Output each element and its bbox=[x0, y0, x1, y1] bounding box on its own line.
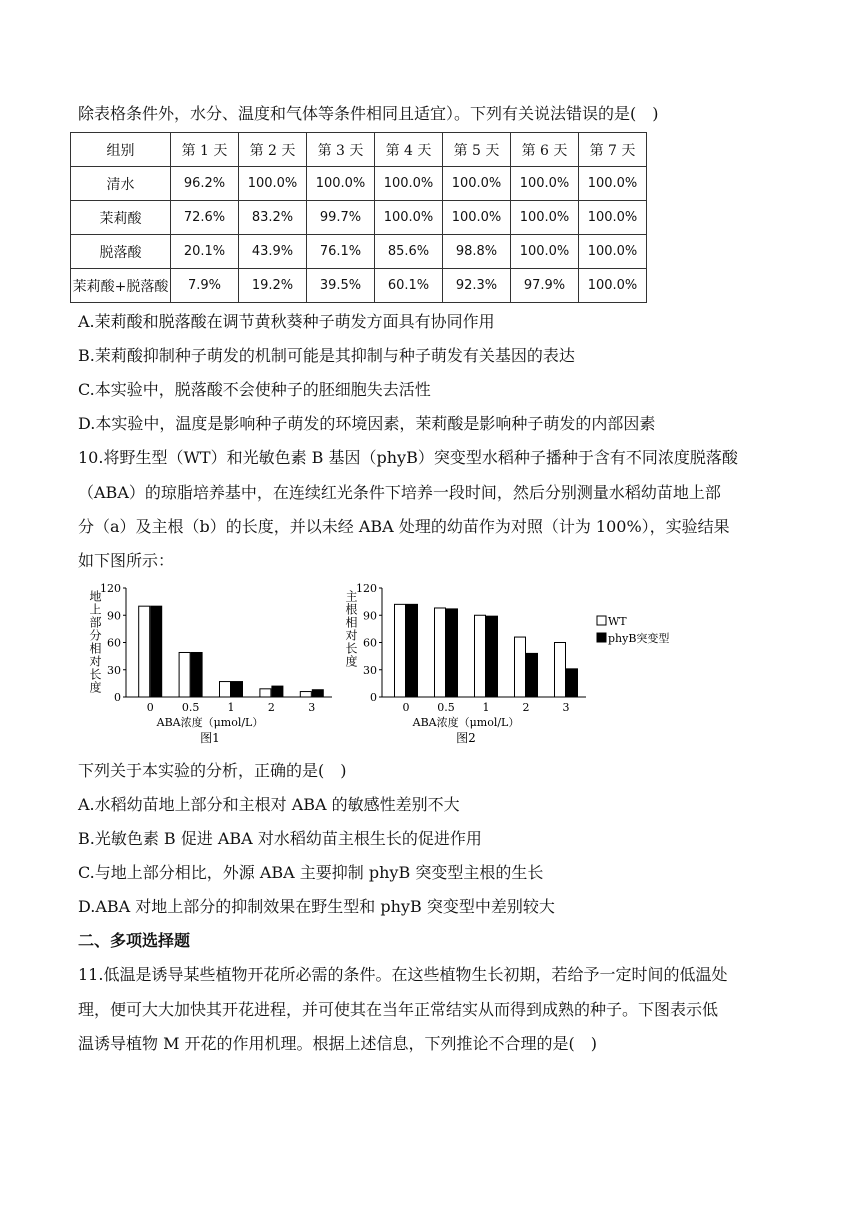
x-tick-label: 3 bbox=[308, 701, 316, 714]
table-cell: 100.0% bbox=[511, 235, 579, 269]
bar-phyb bbox=[407, 604, 418, 697]
table-cell: 茉莉酸 bbox=[71, 201, 171, 235]
q11-stem-line: 理，便可大大加快其开花进程，并可使其在当年正常结实从而得到成熟的种子。下图表示低 bbox=[78, 1000, 719, 1019]
table-cell: 脱落酸 bbox=[71, 235, 171, 269]
table-cell: 92.3% bbox=[443, 269, 511, 303]
bar-wt bbox=[179, 652, 190, 697]
table-cell: 39.5% bbox=[307, 269, 375, 303]
table-cell: 茉莉酸+脱落酸 bbox=[71, 269, 171, 303]
table-header-cell: 第 7 天 bbox=[579, 133, 647, 167]
y-axis-label: 主根相对长度 bbox=[344, 590, 358, 668]
x-axis-label: ABA浓度（μmol/L） bbox=[412, 716, 520, 729]
x-tick-label: 3 bbox=[562, 701, 570, 714]
q9-option-d: D.本实验中，温度是影响种子萌发的环境因素，茉莉酸是影响种子萌发的内部因素 bbox=[78, 414, 656, 433]
legend-label-wt: WT bbox=[608, 615, 627, 628]
bar-wt bbox=[300, 692, 311, 697]
bar-wt bbox=[435, 608, 446, 697]
legend-label-phyb: phyB突变型 bbox=[608, 632, 670, 645]
bar-wt bbox=[260, 689, 271, 697]
table-header-cell: 组别 bbox=[71, 133, 171, 167]
x-tick-label: 2 bbox=[522, 701, 530, 714]
table-cell: 83.2% bbox=[239, 201, 307, 235]
table-cell: 100.0% bbox=[511, 167, 579, 201]
y-tick-label: 0 bbox=[370, 691, 377, 704]
x-tick-label: 1 bbox=[482, 701, 490, 714]
table-header-cell: 第 6 天 bbox=[511, 133, 579, 167]
table-header-cell: 第 3 天 bbox=[307, 133, 375, 167]
x-tick-label: 2 bbox=[267, 701, 275, 714]
table-header-row bbox=[71, 133, 647, 167]
table-cell: 7.9% bbox=[171, 269, 239, 303]
table-cell: 100.0% bbox=[239, 167, 307, 201]
bar-phyb bbox=[151, 606, 162, 697]
q9-option-a: A.茉莉酸和脱落酸在调节黄秋葵种子萌发方面具有协同作用 bbox=[78, 312, 495, 331]
y-tick-label: 60 bbox=[363, 636, 377, 650]
table-header-cell: 第 2 天 bbox=[239, 133, 307, 167]
table-cell: 85.6% bbox=[375, 235, 443, 269]
chart-caption: 图1 bbox=[200, 731, 220, 745]
bar-wt bbox=[139, 606, 150, 697]
q9-option-b: B.茉莉酸抑制种子萌发的机制可能是其抑制与种子萌发有关基因的表达 bbox=[78, 346, 575, 365]
table-cell: 100.0% bbox=[443, 167, 511, 201]
q10-option-a: A.水稻幼苗地上部分和主根对 ABA 的敏感性差别不大 bbox=[78, 795, 460, 814]
bar-phyb bbox=[487, 616, 498, 697]
legend-swatch-wt bbox=[597, 616, 606, 625]
bar-phyb bbox=[567, 669, 578, 697]
table-cell: 20.1% bbox=[171, 235, 239, 269]
table-cell: 100.0% bbox=[307, 167, 375, 201]
table-row bbox=[71, 235, 647, 269]
x-axis-label: ABA浓度（μmol/L） bbox=[156, 716, 264, 729]
y-axis-label: 地上部分相对长度 bbox=[88, 590, 102, 694]
table-row bbox=[71, 269, 647, 303]
chart-caption: 图2 bbox=[456, 731, 476, 745]
bar-phyb bbox=[191, 652, 202, 697]
y-tick-label: 90 bbox=[363, 609, 377, 623]
y-tick-label: 30 bbox=[107, 663, 121, 677]
q11-stem-line: 温诱导植物 M 开花的作用机理。根据上述信息，下列推论不合理的是( ) bbox=[78, 1034, 598, 1053]
q10-stem-line: 10.将野生型（WT）和光敏色素 B 基因（phyB）突变型水稻种子播种于含有不同浓度脱落酸 bbox=[78, 448, 738, 467]
y-tick-label: 120 bbox=[100, 582, 121, 595]
table-cell: 98.8% bbox=[443, 235, 511, 269]
q10-stem-line: （ABA）的琼脂培养基中，在连续红光条件下培养一段时间，然后分别测量水稻幼苗地上部 bbox=[78, 483, 721, 502]
table-cell: 72.6% bbox=[171, 201, 239, 235]
table-cell: 100.0% bbox=[375, 167, 443, 201]
table-cell: 43.9% bbox=[239, 235, 307, 269]
bar-wt bbox=[395, 604, 406, 697]
y-tick-label: 120 bbox=[356, 582, 377, 595]
table-cell: 100.0% bbox=[579, 201, 647, 235]
q10-option-b: B.光敏色素 B 促进 ABA 对水稻幼苗主根生长的促进作用 bbox=[78, 829, 482, 848]
table-cell: 100.0% bbox=[511, 201, 579, 235]
table-cell: 100.0% bbox=[375, 201, 443, 235]
x-tick-label: 0 bbox=[146, 701, 154, 714]
q10-prompt: 下列关于本实验的分析，正确的是( ) bbox=[78, 761, 347, 780]
q10-option-c: C.与地上部分相比，外源 ABA 主要抑制 phyB 突变型主根的生长 bbox=[78, 863, 544, 882]
bar-phyb bbox=[272, 686, 283, 697]
table-cell: 96.2% bbox=[171, 167, 239, 201]
x-tick-label: 0 bbox=[402, 701, 410, 714]
table-header-cell: 第 1 天 bbox=[171, 133, 239, 167]
table-cell: 100.0% bbox=[579, 235, 647, 269]
question-intro: 除表格条件外，水分、温度和气体等条件相同且适宜）。下列有关说法错误的是( ) bbox=[78, 104, 659, 123]
table-row bbox=[71, 201, 647, 235]
table-cell: 60.1% bbox=[375, 269, 443, 303]
table-row bbox=[71, 167, 647, 201]
bar-wt bbox=[475, 615, 486, 697]
y-tick-label: 0 bbox=[114, 691, 121, 704]
aba-bar-charts bbox=[0, 570, 860, 760]
table-cell: 100.0% bbox=[579, 167, 647, 201]
germination-table bbox=[70, 132, 647, 303]
bar-phyb bbox=[527, 653, 538, 697]
table-cell: 19.2% bbox=[239, 269, 307, 303]
bar-phyb bbox=[232, 682, 243, 697]
x-tick-label: 1 bbox=[227, 701, 235, 714]
x-tick-label: 0.5 bbox=[181, 701, 200, 714]
bar-wt bbox=[555, 643, 566, 698]
legend-swatch-phyb bbox=[597, 633, 606, 642]
y-tick-label: 30 bbox=[363, 663, 377, 677]
bar-phyb bbox=[447, 609, 458, 697]
q11-stem-line: 11.低温是诱导某些植物开花所必需的条件。在这些植物生长初期，若给予一定时间的低温处 bbox=[78, 965, 728, 984]
bar-phyb bbox=[312, 690, 323, 697]
q10-option-d: D.ABA 对地上部分的抑制效果在野生型和 phyB 突变型中差别较大 bbox=[78, 897, 555, 916]
table-cell: 100.0% bbox=[443, 201, 511, 235]
q9-option-c: C.本实验中，脱落酸不会使种子的胚细胞失去活性 bbox=[78, 380, 431, 399]
q10-stem-line: 分（a）及主根（b）的长度，并以未经 ABA 处理的幼苗作为对照（计为 100%），实验结果 bbox=[78, 517, 730, 536]
bar-wt bbox=[515, 637, 526, 697]
table-cell: 97.9% bbox=[511, 269, 579, 303]
y-tick-label: 60 bbox=[107, 636, 121, 650]
q10-stem-line: 如下图所示： bbox=[78, 551, 175, 570]
x-tick-label: 0.5 bbox=[437, 701, 455, 714]
table-header-cell: 第 4 天 bbox=[375, 133, 443, 167]
bar-wt bbox=[220, 682, 231, 697]
table-cell: 76.1% bbox=[307, 235, 375, 269]
y-tick-label: 90 bbox=[107, 609, 121, 623]
table-header-cell: 第 5 天 bbox=[443, 133, 511, 167]
table-cell: 100.0% bbox=[579, 269, 647, 303]
section-heading: 二、多项选择题 bbox=[78, 931, 191, 950]
table-cell: 清水 bbox=[71, 167, 171, 201]
table-cell: 99.7% bbox=[307, 201, 375, 235]
